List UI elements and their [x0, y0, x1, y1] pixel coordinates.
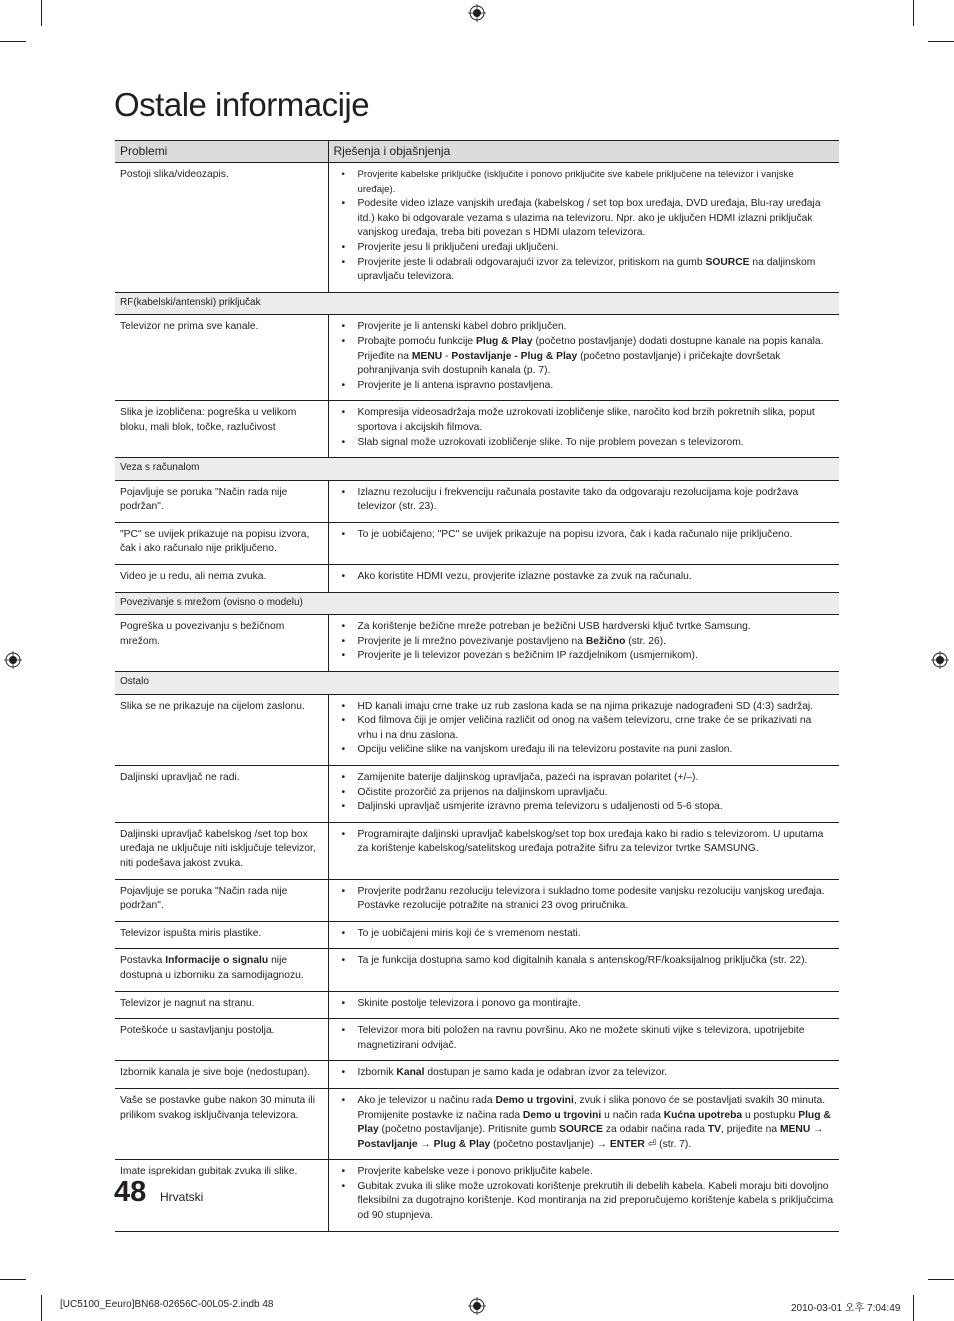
- solution-item: [335, 771, 835, 786]
- solution-item: [335, 743, 835, 758]
- problem-cell: [115, 615, 328, 672]
- table-row: [115, 822, 839, 879]
- problem-text: Slika se ne prikazuje na cijelom zaslonu.: [120, 700, 305, 712]
- solution-text: Probajte pomoću funkcije: [357, 335, 476, 347]
- solution-item: [335, 620, 835, 635]
- solution-text: To je uobičajeno; "PC" se uvijek prikazuje na popisu izvora, čak i kada računalo nije priključeno.: [357, 528, 793, 540]
- problem-text: Izbornik kanala je sive boje (nedostupan).: [120, 1067, 311, 1079]
- table-body: [115, 163, 839, 1232]
- section-heading: Veza s računalom: [115, 458, 839, 481]
- solution-item: [335, 320, 835, 335]
- solution-text: Provjerite podržanu rezoluciju televizora i sukladno tome podesite vanjsku rezoluciju vanjskog uređaja. Postavke rezolucije potražite na stranici 23 ovog priručnika.: [357, 885, 825, 912]
- emphasis-term: SOURCE: [558, 1124, 604, 1136]
- crop-mark: [913, 0, 914, 26]
- table-row: [115, 565, 839, 593]
- table-row: [115, 401, 839, 458]
- solution-text: Opciju veličine slike na vanjskom uređaju ili na televizoru postavite na puni zaslon.: [357, 744, 733, 756]
- solution-item: [335, 1180, 835, 1224]
- solution-text: na daljinskom upravljaču televizora.: [357, 256, 816, 283]
- solution-text: Programirajte daljinski upravljač kabelskog/set top box uređaja kako bi radio s televizorom. U uputama za korištenje kabelskog/satelitskog uređaja potražite šifru za televizor tvrtke SAMSUNG.: [357, 828, 824, 855]
- problem-text: Televizor ispušta miris plastike.: [120, 927, 262, 939]
- solution-text: Kod filmova čiji je omjer veličina različit od onog na vašem televizoru, crne trake će se prikazivati na vrhu i na dnu zaslona.: [357, 715, 812, 741]
- solution-text: Kompresija videosadržaja može uzrokovati izobličenje slike, naročito kod brzih pokretnih slika, poput sportova i akcijskih filmova.: [357, 407, 815, 433]
- solution-cell: [328, 822, 839, 879]
- solution-item: [335, 241, 835, 256]
- emphasis-term: Plug & Play: [475, 335, 533, 347]
- solution-text: Očistite prozorčić za prijenos na daljinskom upravljaču.: [357, 786, 608, 798]
- emphasis-term: MENU: [411, 350, 443, 362]
- solution-list: [335, 320, 835, 393]
- solution-item: [335, 1066, 835, 1081]
- solution-list: [335, 406, 835, 450]
- solution-list: [335, 1094, 835, 1152]
- solution-text: Ako koristite HDMI vezu, provjerite izlazne postavke za zvuk na računalu.: [357, 571, 692, 583]
- crop-mark: [0, 1279, 26, 1280]
- section-row: [115, 592, 839, 615]
- section-row: [115, 292, 839, 315]
- solution-list: [335, 620, 835, 664]
- solution-text: Daljinski upravljač usmjerite izravno prema televizoru s udaljenosti od 5-6 stopa.: [357, 801, 723, 813]
- solution-list: [335, 927, 835, 942]
- solution-item: [335, 885, 835, 914]
- problem-cell: [115, 1088, 328, 1159]
- solution-item: [335, 700, 835, 715]
- solution-text: u postupku: [742, 1109, 799, 1121]
- table-row: [115, 1160, 839, 1231]
- emphasis-term: Demo u trgovini: [495, 1094, 574, 1106]
- section-row: [115, 458, 839, 481]
- solution-item: [335, 1165, 835, 1180]
- table-row: [115, 522, 839, 564]
- table-row: [115, 766, 839, 823]
- solution-text: Ta je funkcija dostupna samo kod digitalnih kanala s antenskog/RF/koaksijalnog priključka (str. 22).: [357, 955, 808, 967]
- problem-emphasis: Informacije o signalu: [165, 955, 269, 967]
- registration-mark-icon: [468, 4, 486, 22]
- crop-mark: [41, 0, 42, 26]
- solution-text: Slab signal može uzrokovati izobličenje slike. To nije problem povezan s televizorom.: [357, 436, 744, 448]
- problem-cell: [115, 879, 328, 921]
- troubleshooting-table: [115, 140, 839, 1232]
- problem-cell: [115, 949, 328, 991]
- solution-cell: [328, 694, 839, 765]
- table-row: [115, 1019, 839, 1061]
- emphasis-term: Kućna upotreba: [663, 1109, 743, 1121]
- solution-item: [335, 168, 835, 197]
- problem-cell: [115, 480, 328, 522]
- solution-list: [335, 828, 835, 857]
- problem-cell: [115, 522, 328, 564]
- solution-cell: [328, 921, 839, 949]
- solution-cell: [328, 163, 839, 293]
- table-row: [115, 480, 839, 522]
- solution-cell: [328, 615, 839, 672]
- solution-text: →: [417, 1138, 434, 1150]
- solution-text: (početno postavljanje) →: [490, 1138, 610, 1150]
- emphasis-term: ENTER: [609, 1138, 645, 1150]
- solution-item: [335, 570, 835, 585]
- solution-text: Ako je televizor u načinu rada: [357, 1094, 496, 1106]
- solution-text: HD kanali imaju crne trake uz rub zaslona kada se na njima prikazuje nadograđeni SD (4:3) sadržaj.: [357, 700, 814, 712]
- crop-mark: [913, 1295, 914, 1321]
- crop-mark: [41, 1295, 42, 1321]
- solution-text: Provjerite kabelske veze i ponovo priključite kabele.: [357, 1166, 593, 1178]
- problem-cell: [115, 991, 328, 1019]
- problem-text: Vaše se postavke gube nakon 30 minuta ili prilikom svakog isključivanja televizora.: [120, 1094, 316, 1121]
- solution-text: Skinite postolje televizora i ponovo ga montirajte.: [357, 997, 581, 1009]
- solution-item: [335, 486, 835, 515]
- problem-text: Televizor je nagnut na stranu.: [120, 997, 255, 1009]
- solution-item: [335, 436, 835, 451]
- solution-item: [335, 800, 835, 815]
- solution-list: [335, 954, 835, 969]
- solution-text: dostupan je samo kada je odabran izvor za televizor.: [424, 1067, 668, 1079]
- emphasis-term: Plug & Play: [433, 1138, 491, 1150]
- solution-text: (početno postavljanje). Pritisnite gumb: [378, 1124, 559, 1136]
- problem-text: Daljinski upravljač kabelskog /set top box uređaja ne uključuje niti isključuje televizor, niti podešava jakost zvuka.: [120, 828, 316, 869]
- problem-cell: [115, 1160, 328, 1231]
- problem-cell: [115, 163, 328, 293]
- solution-list: [335, 771, 835, 815]
- solution-list: [335, 570, 835, 585]
- solution-cell: [328, 315, 839, 401]
- table-row: [115, 949, 839, 991]
- problem-text: "PC" se uvijek prikazuje na popisu izvora, čak i ako računalo nije priključeno.: [120, 528, 310, 555]
- registration-mark-icon: [468, 1297, 486, 1315]
- solution-list: [335, 997, 835, 1012]
- solution-cell: [328, 522, 839, 564]
- emphasis-term: Bežično: [585, 635, 626, 647]
- solution-item: [335, 406, 835, 435]
- registration-mark-icon: [4, 651, 22, 669]
- solution-item: [335, 528, 835, 543]
- solution-text: Izbornik: [357, 1067, 397, 1079]
- table-row: [115, 991, 839, 1019]
- solution-item: [335, 1094, 835, 1152]
- solution-cell: [328, 480, 839, 522]
- solution-item: [335, 256, 835, 285]
- section-heading: Ostalo: [115, 672, 839, 695]
- problem-text: Poteškoće u sastavljanju postolja.: [120, 1025, 275, 1037]
- problem-text: Postavka: [120, 955, 166, 967]
- section-row: [115, 672, 839, 695]
- solution-list: [335, 885, 835, 914]
- solution-item: [335, 335, 835, 379]
- solution-list: [335, 700, 835, 758]
- solution-item: [335, 635, 835, 650]
- solution-cell: [328, 1088, 839, 1159]
- solution-text: Zamijenite baterije daljinskog upravljača, pazeći na ispravan polaritet (+/–).: [357, 772, 699, 783]
- emphasis-term: SOURCE: [705, 256, 750, 268]
- problem-cell: [115, 822, 328, 879]
- table-row: [115, 1061, 839, 1089]
- solution-text: (str. 26).: [625, 635, 666, 647]
- solution-text: Provjerite je li televizor povezan s bežičnim IP razdjelnikom (usmjernikom).: [357, 650, 698, 662]
- solution-text: Provjerite je li antena ispravno postavljena.: [357, 379, 554, 391]
- problem-cell: [115, 766, 328, 823]
- problem-cell: [115, 401, 328, 458]
- solution-list: [335, 1024, 835, 1053]
- problem-cell: [115, 565, 328, 593]
- solution-text: -: [442, 350, 452, 362]
- solution-list: [335, 486, 835, 515]
- solution-text: u način rada: [601, 1109, 664, 1121]
- emphasis-term: MENU: [779, 1124, 811, 1136]
- problem-text: Pogreška u povezivanju s bežičnom mrežom.: [120, 621, 285, 647]
- solution-text: Podesite video izlaze vanjskih uređaja (kabelskog / set top box uređaja, DVD uređaja, Blu-ray uređaja itd.) kako bi odgovarale vezama s ulazima na televizoru. Npr. ako je uključen HDMI izlazni priključak vanjskog uređaja, treba biti povezan s HDMI ulazom televizora.: [357, 198, 821, 239]
- problem-text: Postoji slika/videozapis.: [120, 169, 229, 180]
- problem-text: Daljinski upravljač ne radi.: [120, 772, 240, 783]
- solution-list: [335, 168, 835, 285]
- solution-cell: [328, 949, 839, 991]
- solution-item: [335, 379, 835, 394]
- solution-text: Provjerite kabelske priključke (isključite i ponovo priključite sve kabele priključene na televizor i vanjske uređaje).: [357, 169, 794, 195]
- solution-text: , prijeđite na: [720, 1124, 780, 1136]
- solution-item: [335, 786, 835, 801]
- table-row: [115, 315, 839, 401]
- solution-text: za odabir načina rada: [603, 1124, 708, 1136]
- section-heading: Povezivanje s mrežom (ovisno o modelu): [115, 592, 839, 615]
- print-file-info: [UC5100_Eeuro]BN68-02656C-00L05-2.indb 48: [60, 1299, 274, 1310]
- solution-text: (početno postavljanje) dodati dostupne kanale na popis kanala. Prijeđite na: [357, 335, 824, 362]
- crop-mark: [928, 1279, 954, 1280]
- problem-text: Pojavljuje se poruka "Način rada nije podržan".: [120, 885, 288, 912]
- solution-item: [335, 197, 835, 241]
- solution-text: Izlaznu rezoluciju i frekvenciju računala postavite tako da odgovaraju rezolucijama koje podržava televizor (str. 23).: [357, 486, 799, 513]
- problem-text: Televizor ne prima sve kanale.: [120, 321, 259, 333]
- problem-cell: [115, 694, 328, 765]
- solution-item: [335, 828, 835, 857]
- solution-item: [335, 954, 835, 969]
- solution-item: [335, 714, 835, 743]
- emphasis-term: Demo u trgovini: [522, 1109, 602, 1121]
- problem-text: Video je u redu, ali nema zvuka.: [120, 571, 267, 583]
- problem-text: Imate isprekidan gubitak zvuka ili slike.: [120, 1166, 298, 1178]
- table-row: [115, 879, 839, 921]
- solution-text: (početno postavljanje) i pričekajte dovršetak pohranjivanja svih dostupnih kanala (p. 7).: [357, 350, 781, 377]
- emphasis-term: Postavljanje - Plug & Play: [451, 350, 578, 362]
- solution-cell: [328, 1160, 839, 1231]
- solution-cell: [328, 766, 839, 823]
- registration-mark-icon: [931, 651, 949, 669]
- table-row: [115, 163, 839, 293]
- solution-text: ⏎ (str. 7).: [644, 1138, 692, 1150]
- table-row: [115, 1088, 839, 1159]
- solution-cell: [328, 565, 839, 593]
- emphasis-term: Plug & Play: [357, 1109, 831, 1136]
- problem-text: Slika je izobličena: pogreška u velikom bloku, mali blok, točke, razlučivost: [120, 407, 297, 433]
- column-header-solutions: Rješenja i objašnjenja: [328, 141, 839, 163]
- solution-cell: [328, 991, 839, 1019]
- solution-text: Provjerite jesu li priključeni uređaji uključeni.: [357, 241, 559, 253]
- solution-text: To je uobičajeni miris koji će s vremenom nestati.: [357, 927, 581, 939]
- solution-item: [335, 1024, 835, 1053]
- solution-text: Za korištenje bežične mreže potreban je bežični USB hardverski ključ tvrtke Samsung.: [357, 621, 751, 633]
- solution-text: Televizor mora biti položen na ravnu površinu. Ako ne možete skinuti vijke s televizora, upotrijebite magnetizirani odvijač.: [357, 1025, 805, 1051]
- solution-item: [335, 927, 835, 942]
- solution-text: Provjerite je li antenski kabel dobro priključen.: [357, 321, 567, 333]
- solution-list: [335, 1165, 835, 1223]
- table-row: [115, 615, 839, 672]
- solution-text: Provjerite jeste li odabrali odgovarajući izvor za televizor, pritiskom na gumb: [357, 256, 706, 268]
- crop-mark: [928, 41, 954, 42]
- print-date-info: 2010-03-01 오후 7:04:49: [791, 1303, 901, 1314]
- column-header-problems: Problemi: [115, 141, 328, 163]
- solution-text: Gubitak zvuka ili slike može uzrokovati korištenje prekrutih ili debelih kabela. Kabeli moraju biti dovoljno fleksibilni za dugotrajno korištenje. Kod montiranja na zid preporučujemo korištenje kabela s priključcima od 90 stupnjeva.: [357, 1180, 834, 1222]
- solution-text: →: [810, 1124, 824, 1136]
- solution-text: Provjerite je li mrežno povezivanje postavljeno na: [357, 635, 586, 647]
- problem-cell: [115, 1061, 328, 1089]
- solution-cell: [328, 879, 839, 921]
- solution-cell: [328, 401, 839, 458]
- page-number: 48: [114, 1176, 147, 1208]
- problem-text: nije dostupna u izborniku za samodijagnozu.: [120, 955, 304, 981]
- problem-cell: [115, 1019, 328, 1061]
- section-heading: RF(kabelski/antenski) priključak: [115, 292, 839, 315]
- emphasis-term: Postavljanje: [357, 1138, 418, 1150]
- table-row: [115, 694, 839, 765]
- emphasis-term: TV: [707, 1124, 721, 1136]
- solution-text: , zvuk i slika ponovo će se postavljati svakih 30 minuta. Promijenite postavke iz načina rada: [357, 1094, 826, 1121]
- problem-cell: [115, 315, 328, 401]
- solution-item: [335, 997, 835, 1012]
- solution-cell: [328, 1019, 839, 1061]
- page-title: Ostale informacije: [114, 86, 370, 123]
- emphasis-term: Kanal: [396, 1067, 425, 1079]
- solution-list: [335, 1066, 835, 1081]
- table-row: [115, 921, 839, 949]
- solution-item: [335, 649, 835, 664]
- page-language: Hrvatski: [160, 1190, 204, 1204]
- crop-mark: [0, 41, 26, 42]
- table-header-row: [115, 141, 839, 163]
- solution-cell: [328, 1061, 839, 1089]
- problem-text: Pojavljuje se poruka "Način rada nije podržan".: [120, 486, 288, 513]
- problem-cell: [115, 921, 328, 949]
- solution-list: [335, 528, 835, 543]
